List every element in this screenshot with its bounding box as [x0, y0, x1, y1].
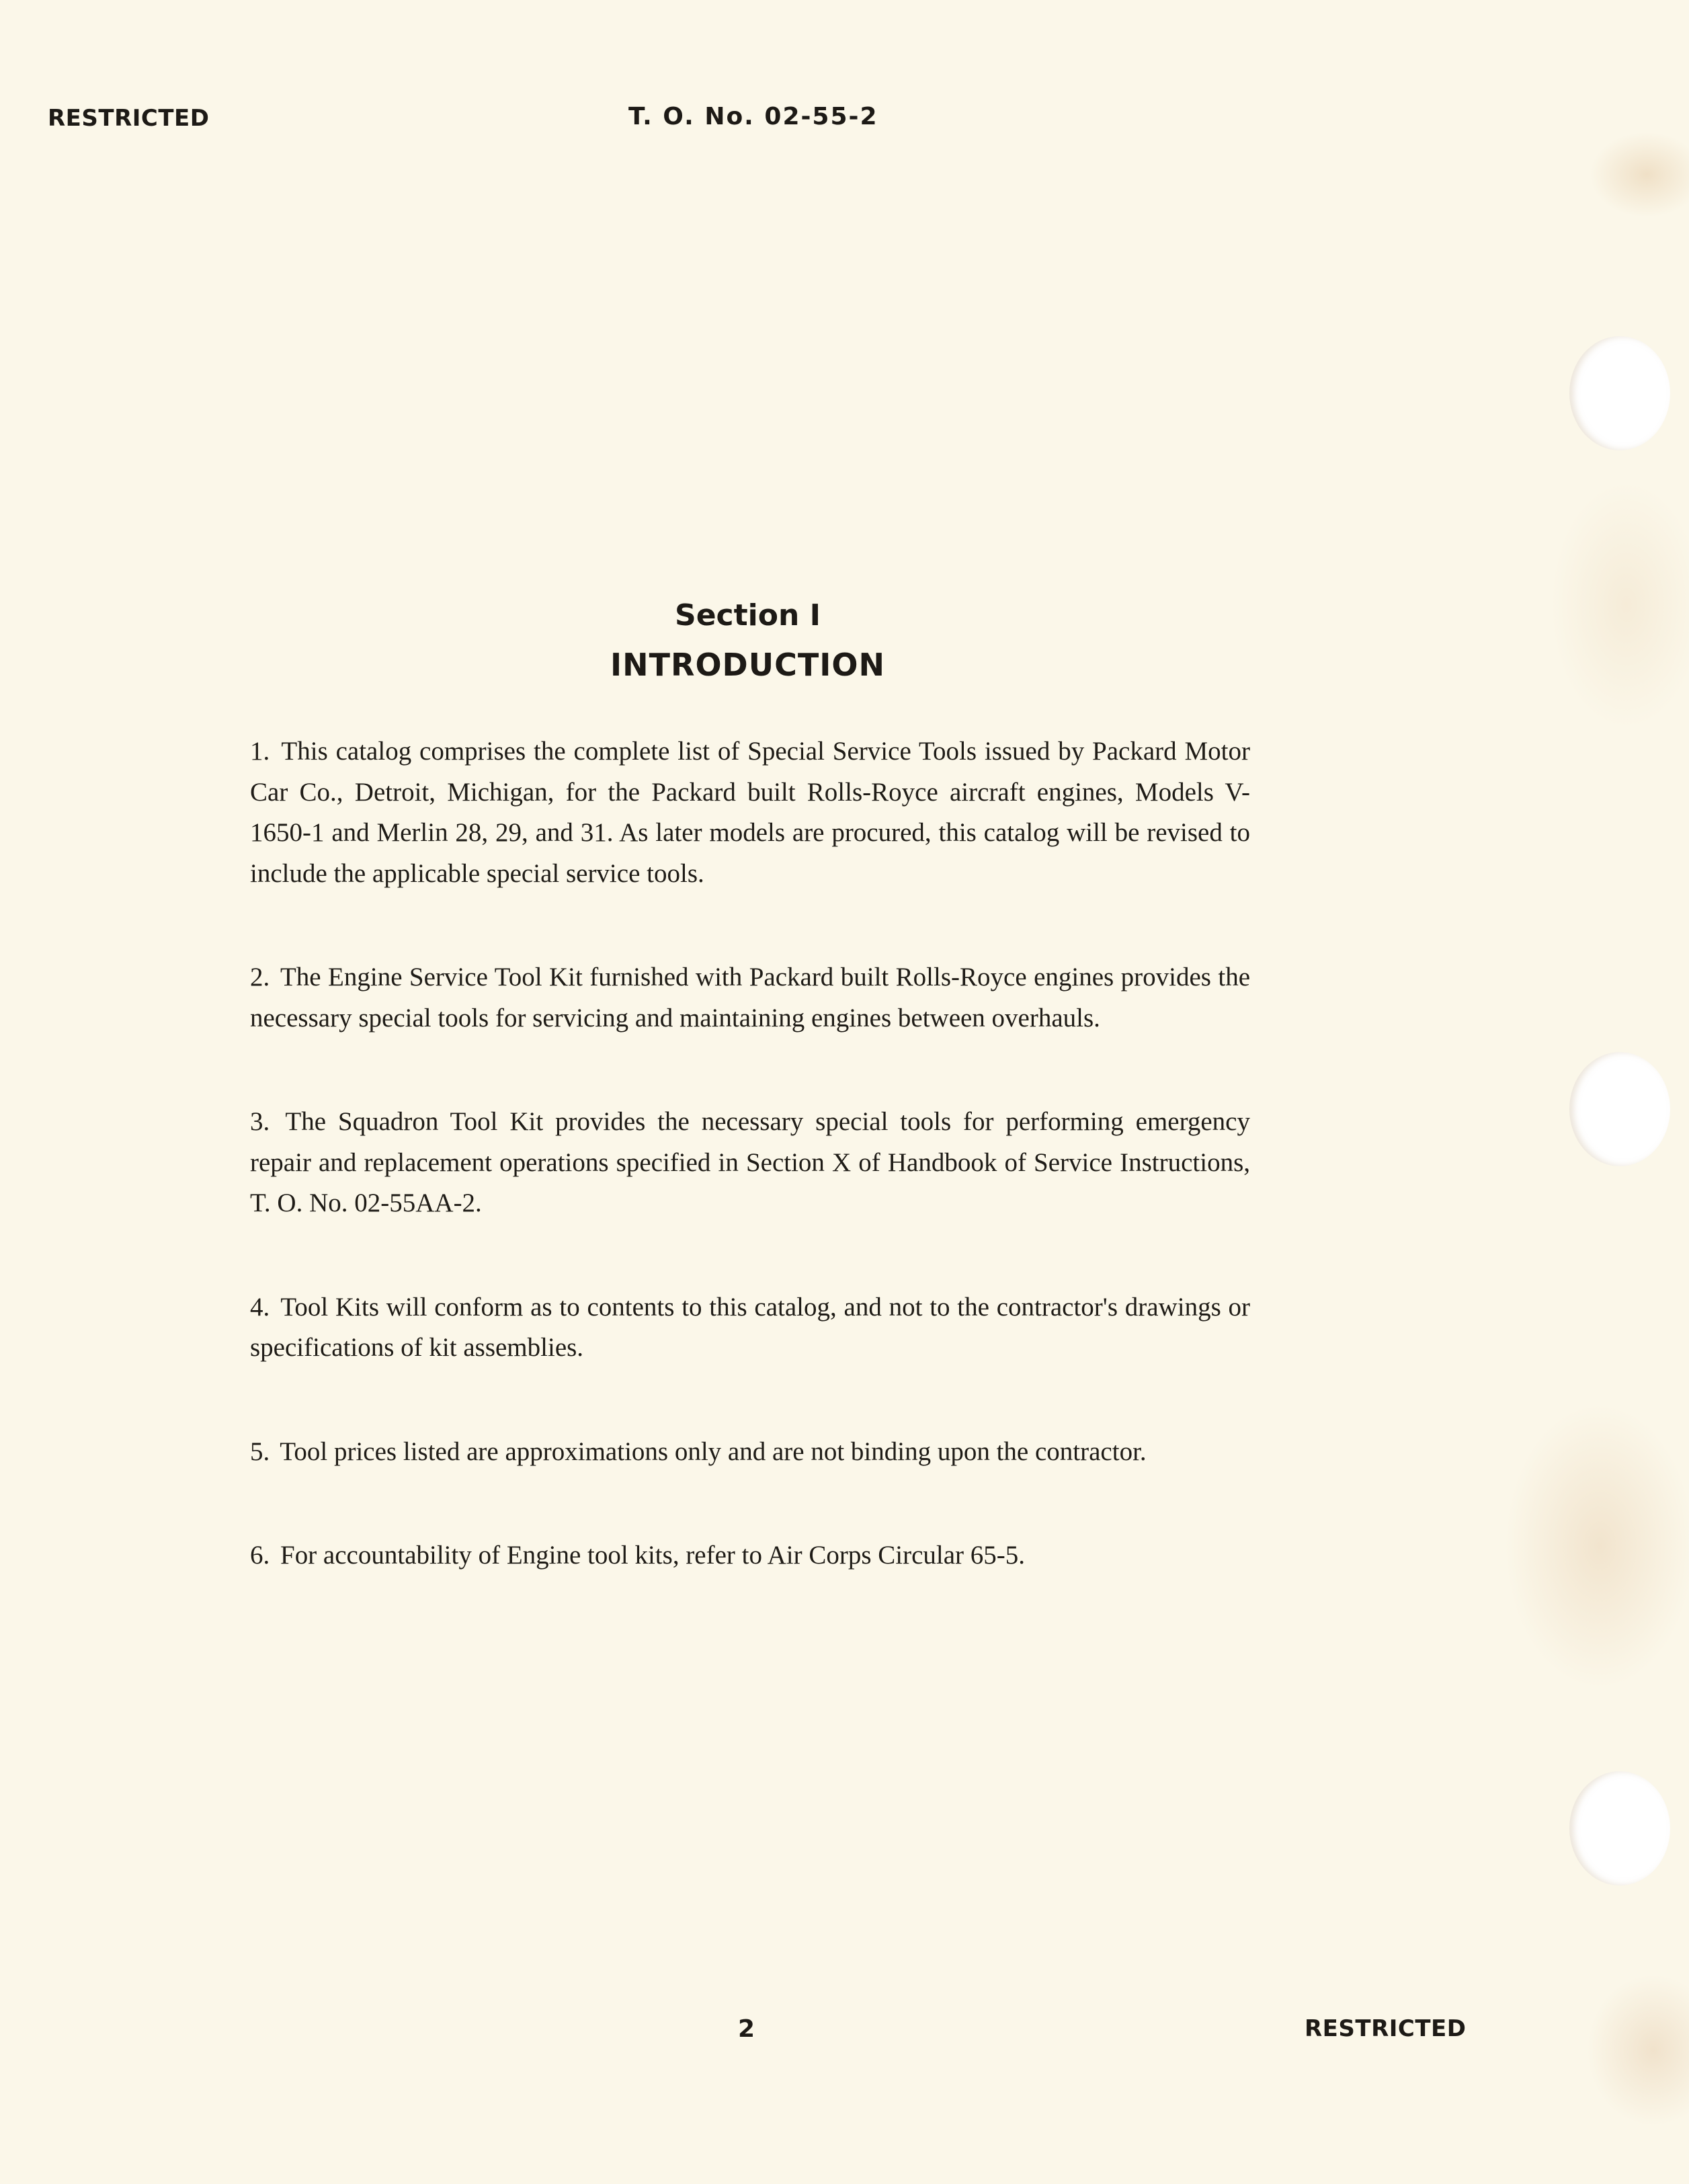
punch-hole-middle — [1569, 1052, 1670, 1166]
punch-hole-bottom — [1569, 1771, 1670, 1886]
footer-classification: RESTRICTED — [1305, 2015, 1467, 2042]
section-label: Section I — [675, 598, 821, 633]
page-number: 2 — [738, 2015, 755, 2043]
paragraph-number: 2. — [250, 963, 270, 992]
introduction-body — [250, 731, 1250, 1640]
paragraph-text: Tool Kits will conform as to contents to this catalog, and not to the contractor's drawings or specifications of kit assemblies. — [250, 1292, 1250, 1362]
section-title: INTRODUCTION — [610, 647, 885, 683]
punch-hole-top — [1569, 336, 1670, 450]
paragraph-text: For accountability of Engine tool kits, refer to Air Corps Circular 65-5. — [280, 1541, 1026, 1570]
paragraph-6 — [250, 1535, 1250, 1576]
paragraph-text: Tool prices listed are approximations only and are not binding upon the contractor. — [280, 1437, 1147, 1466]
paragraph-5 — [250, 1432, 1250, 1473]
paragraph-number: 1. — [250, 737, 270, 766]
paragraph-number: 4. — [250, 1292, 270, 1322]
paragraph-text: The Engine Service Tool Kit furnished with Packard built Rolls-Royce engines provides the necessary special tools for servicing and maintaining engines between overhauls. — [250, 963, 1251, 1033]
header-document-number: T. O. No. 02-55-2 — [628, 103, 878, 130]
paragraph-number: 6. — [250, 1541, 270, 1570]
paragraph-text: This catalog comprises the complete list of Special Service Tools issued by Packard Motor Car Co., Detroit, Michigan, for the Packard built Rolls-Royce aircraft engines, Models V-1650-1 and Merlin 28, 29, and 31. As later models are procured, this catalog will be revised to include the applicable special service tools. — [250, 737, 1251, 888]
paragraph-3 — [250, 1102, 1250, 1224]
paragraph-4 — [250, 1287, 1250, 1369]
paragraph-text: The Squadron Tool Kit provides the necessary special tools for performing emergency repair and replacement operations specified in Section X of Handbook of Service Instructions, T. O. No. 02-55AA-2. — [250, 1107, 1250, 1217]
paragraph-number: 3. — [250, 1107, 270, 1136]
header-classification: RESTRICTED — [48, 105, 210, 132]
paragraph-number: 5. — [250, 1437, 270, 1466]
paragraph-2 — [250, 957, 1250, 1039]
paragraph-1 — [250, 731, 1250, 894]
